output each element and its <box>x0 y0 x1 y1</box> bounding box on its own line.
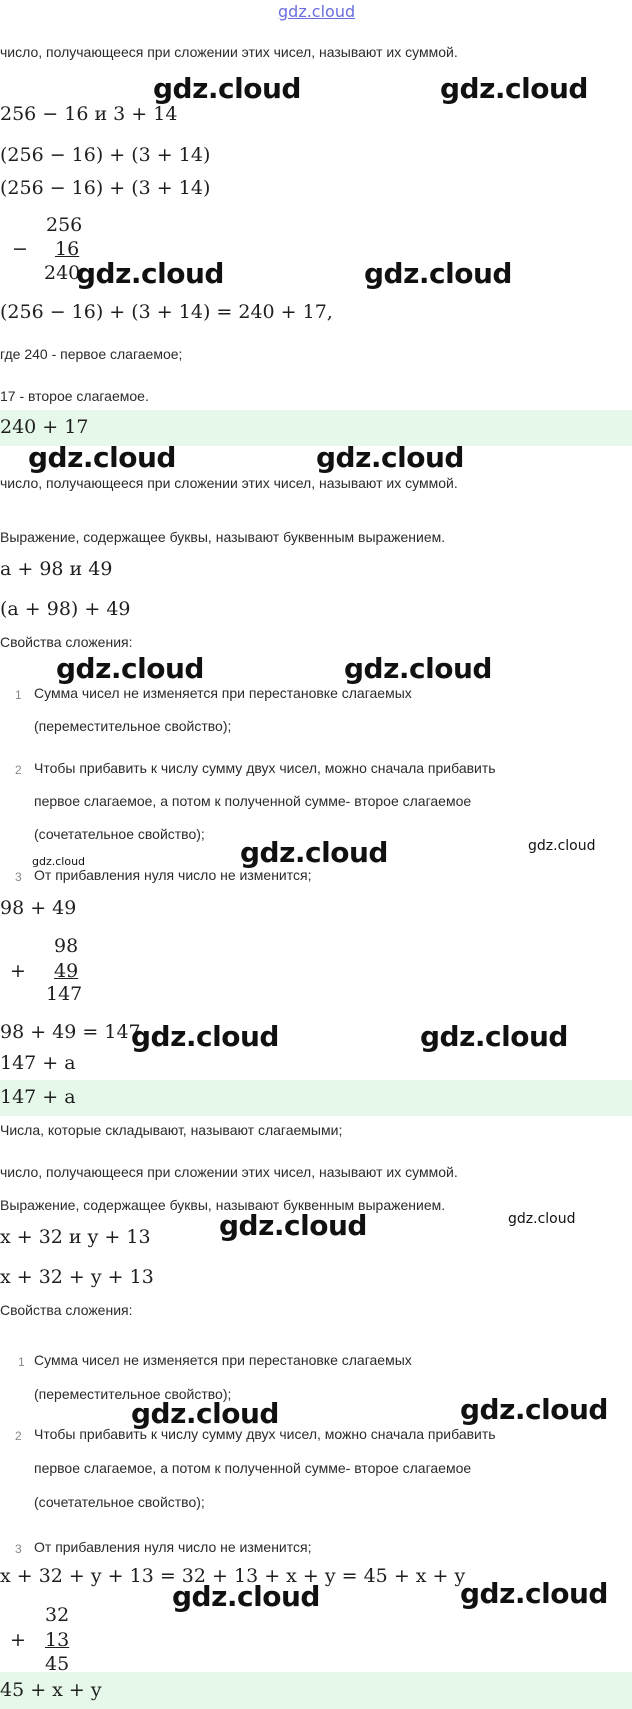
watermark-logo: gdz.cloud <box>32 855 86 868</box>
property-text: Чтобы прибавить к числу сумму двух чисел, можно сначала прибавить <box>34 760 496 776</box>
site-logo-link[interactable]: gdz.cloud <box>278 2 356 21</box>
column-operand-b: 49 <box>54 960 79 982</box>
watermark-logo: gdz.cloud <box>460 1393 608 1426</box>
answer-1: 240 + 17 <box>0 416 89 438</box>
sum-definition: число, получающееся при сложении этих чисел, называют их суммой. <box>0 1164 458 1180</box>
column-result: 240 <box>44 262 81 284</box>
watermark-logo: gdz.cloud <box>364 257 512 290</box>
answer-3: 45 + x + y <box>0 1679 102 1701</box>
property-text: первое слагаемое, а потом к полученной сумме- второе слагаемое <box>34 793 472 809</box>
column-operator: − <box>12 238 28 260</box>
letter-expression-definition: Выражение, содержащее буквы, называют буквенным выражением. <box>0 1197 446 1213</box>
property-text: Сумма чисел не изменяется при перестановке слагаемых <box>34 685 412 701</box>
expression-grouped: (a + 98) + 49 <box>0 598 131 620</box>
property-number: 3 <box>15 870 22 884</box>
property-text: Чтобы прибавить к числу сумму двух чисел, можно сначала прибавить <box>34 1426 496 1442</box>
expression-grouped: (256 − 16) + (3 + 14) <box>0 144 211 166</box>
property-number: 1 <box>15 688 22 702</box>
properties-title: Свойства сложения: <box>0 1302 133 1318</box>
answer-2: 147 + a <box>0 1086 76 1108</box>
watermark-logo: gdz.cloud <box>153 72 301 105</box>
property-text: (сочетательное свойство); <box>34 1494 205 1510</box>
column-operand-b: 16 <box>55 238 80 260</box>
property-number: 1 <box>18 1355 25 1369</box>
properties-title: Свойства сложения: <box>0 634 133 650</box>
watermark-logo: gdz.cloud <box>172 1580 320 1613</box>
expression-pair: a + 98 и 49 <box>0 558 113 580</box>
watermark-logo: gdz.cloud <box>420 1020 568 1053</box>
watermark-logo: gdz.cloud <box>508 1211 576 1227</box>
watermark-logo: gdz.cloud <box>76 257 224 290</box>
property-text: От прибавления нуля число не изменится; <box>34 1539 312 1555</box>
column-operand-a: 256 <box>46 214 83 236</box>
expression-result: 98 + 49 = 147 <box>0 1021 141 1043</box>
addend-note-second: 17 - второе слагаемое. <box>0 388 149 404</box>
column-operand-a: 32 <box>45 1604 70 1626</box>
watermark-logo: gdz.cloud <box>316 441 464 474</box>
expression: 147 + a <box>0 1052 76 1074</box>
addend-note-first: где 240 - первое слагаемое; <box>0 346 183 362</box>
property-number: 2 <box>15 763 22 777</box>
expression-grouped: (256 − 16) + (3 + 14) <box>0 177 211 199</box>
column-operand-a: 98 <box>54 935 79 957</box>
property-text: (сочетательное свойство); <box>34 826 205 842</box>
watermark-logo: gdz.cloud <box>131 1397 279 1430</box>
expression-pair: 256 − 16 и 3 + 14 <box>0 103 178 125</box>
property-text: первое слагаемое, а потом к полученной сумме- второе слагаемое <box>34 1460 472 1476</box>
expression: x + 32 + y + 13 <box>0 1266 154 1288</box>
property-number: 2 <box>15 1429 22 1443</box>
property-text: (переместительное свойство); <box>34 1386 232 1402</box>
watermark-logo: gdz.cloud <box>344 652 492 685</box>
column-operator: + <box>10 1629 26 1651</box>
watermark-logo: gdz.cloud <box>460 1577 608 1610</box>
watermark-logo: gdz.cloud <box>131 1020 279 1053</box>
expression-pair: x + 32 и y + 13 <box>0 1226 151 1248</box>
column-operand-b: 13 <box>45 1629 70 1651</box>
watermark-logo: gdz.cloud <box>56 652 204 685</box>
expression-result: x + 32 + y + 13 = 32 + 13 + x + y = 45 + x + y <box>0 1565 466 1587</box>
property-text: Сумма чисел не изменяется при перестановке слагаемых <box>34 1352 412 1368</box>
watermark-logo: gdz.cloud <box>219 1209 367 1242</box>
expression: 98 + 49 <box>0 897 77 919</box>
column-operator: + <box>10 960 26 982</box>
column-result: 147 <box>46 983 83 1005</box>
watermark-logo: gdz.cloud <box>440 72 588 105</box>
sum-definition: число, получающееся при сложении этих чисел, называют их суммой. <box>0 475 458 491</box>
property-number: 3 <box>15 1542 22 1556</box>
property-text: От прибавления нуля число не изменится; <box>34 867 312 883</box>
answer-highlight-2 <box>0 1080 632 1116</box>
watermark-logo: gdz.cloud <box>28 441 176 474</box>
letter-expression-definition: Выражение, содержащее буквы, называют буквенным выражением. <box>0 529 446 545</box>
sum-definition: число, получающееся при сложении этих чисел, называют их суммой. <box>0 44 458 60</box>
terms-definition: Числа, которые складывают, называют слагаемыми; <box>0 1122 343 1138</box>
watermark-logo: gdz.cloud <box>240 836 388 869</box>
column-result: 45 <box>45 1653 70 1675</box>
expression-result: (256 − 16) + (3 + 14) = 240 + 17, <box>0 301 333 323</box>
property-text: (переместительное свойство); <box>34 718 232 734</box>
watermark-logo: gdz.cloud <box>528 838 596 854</box>
